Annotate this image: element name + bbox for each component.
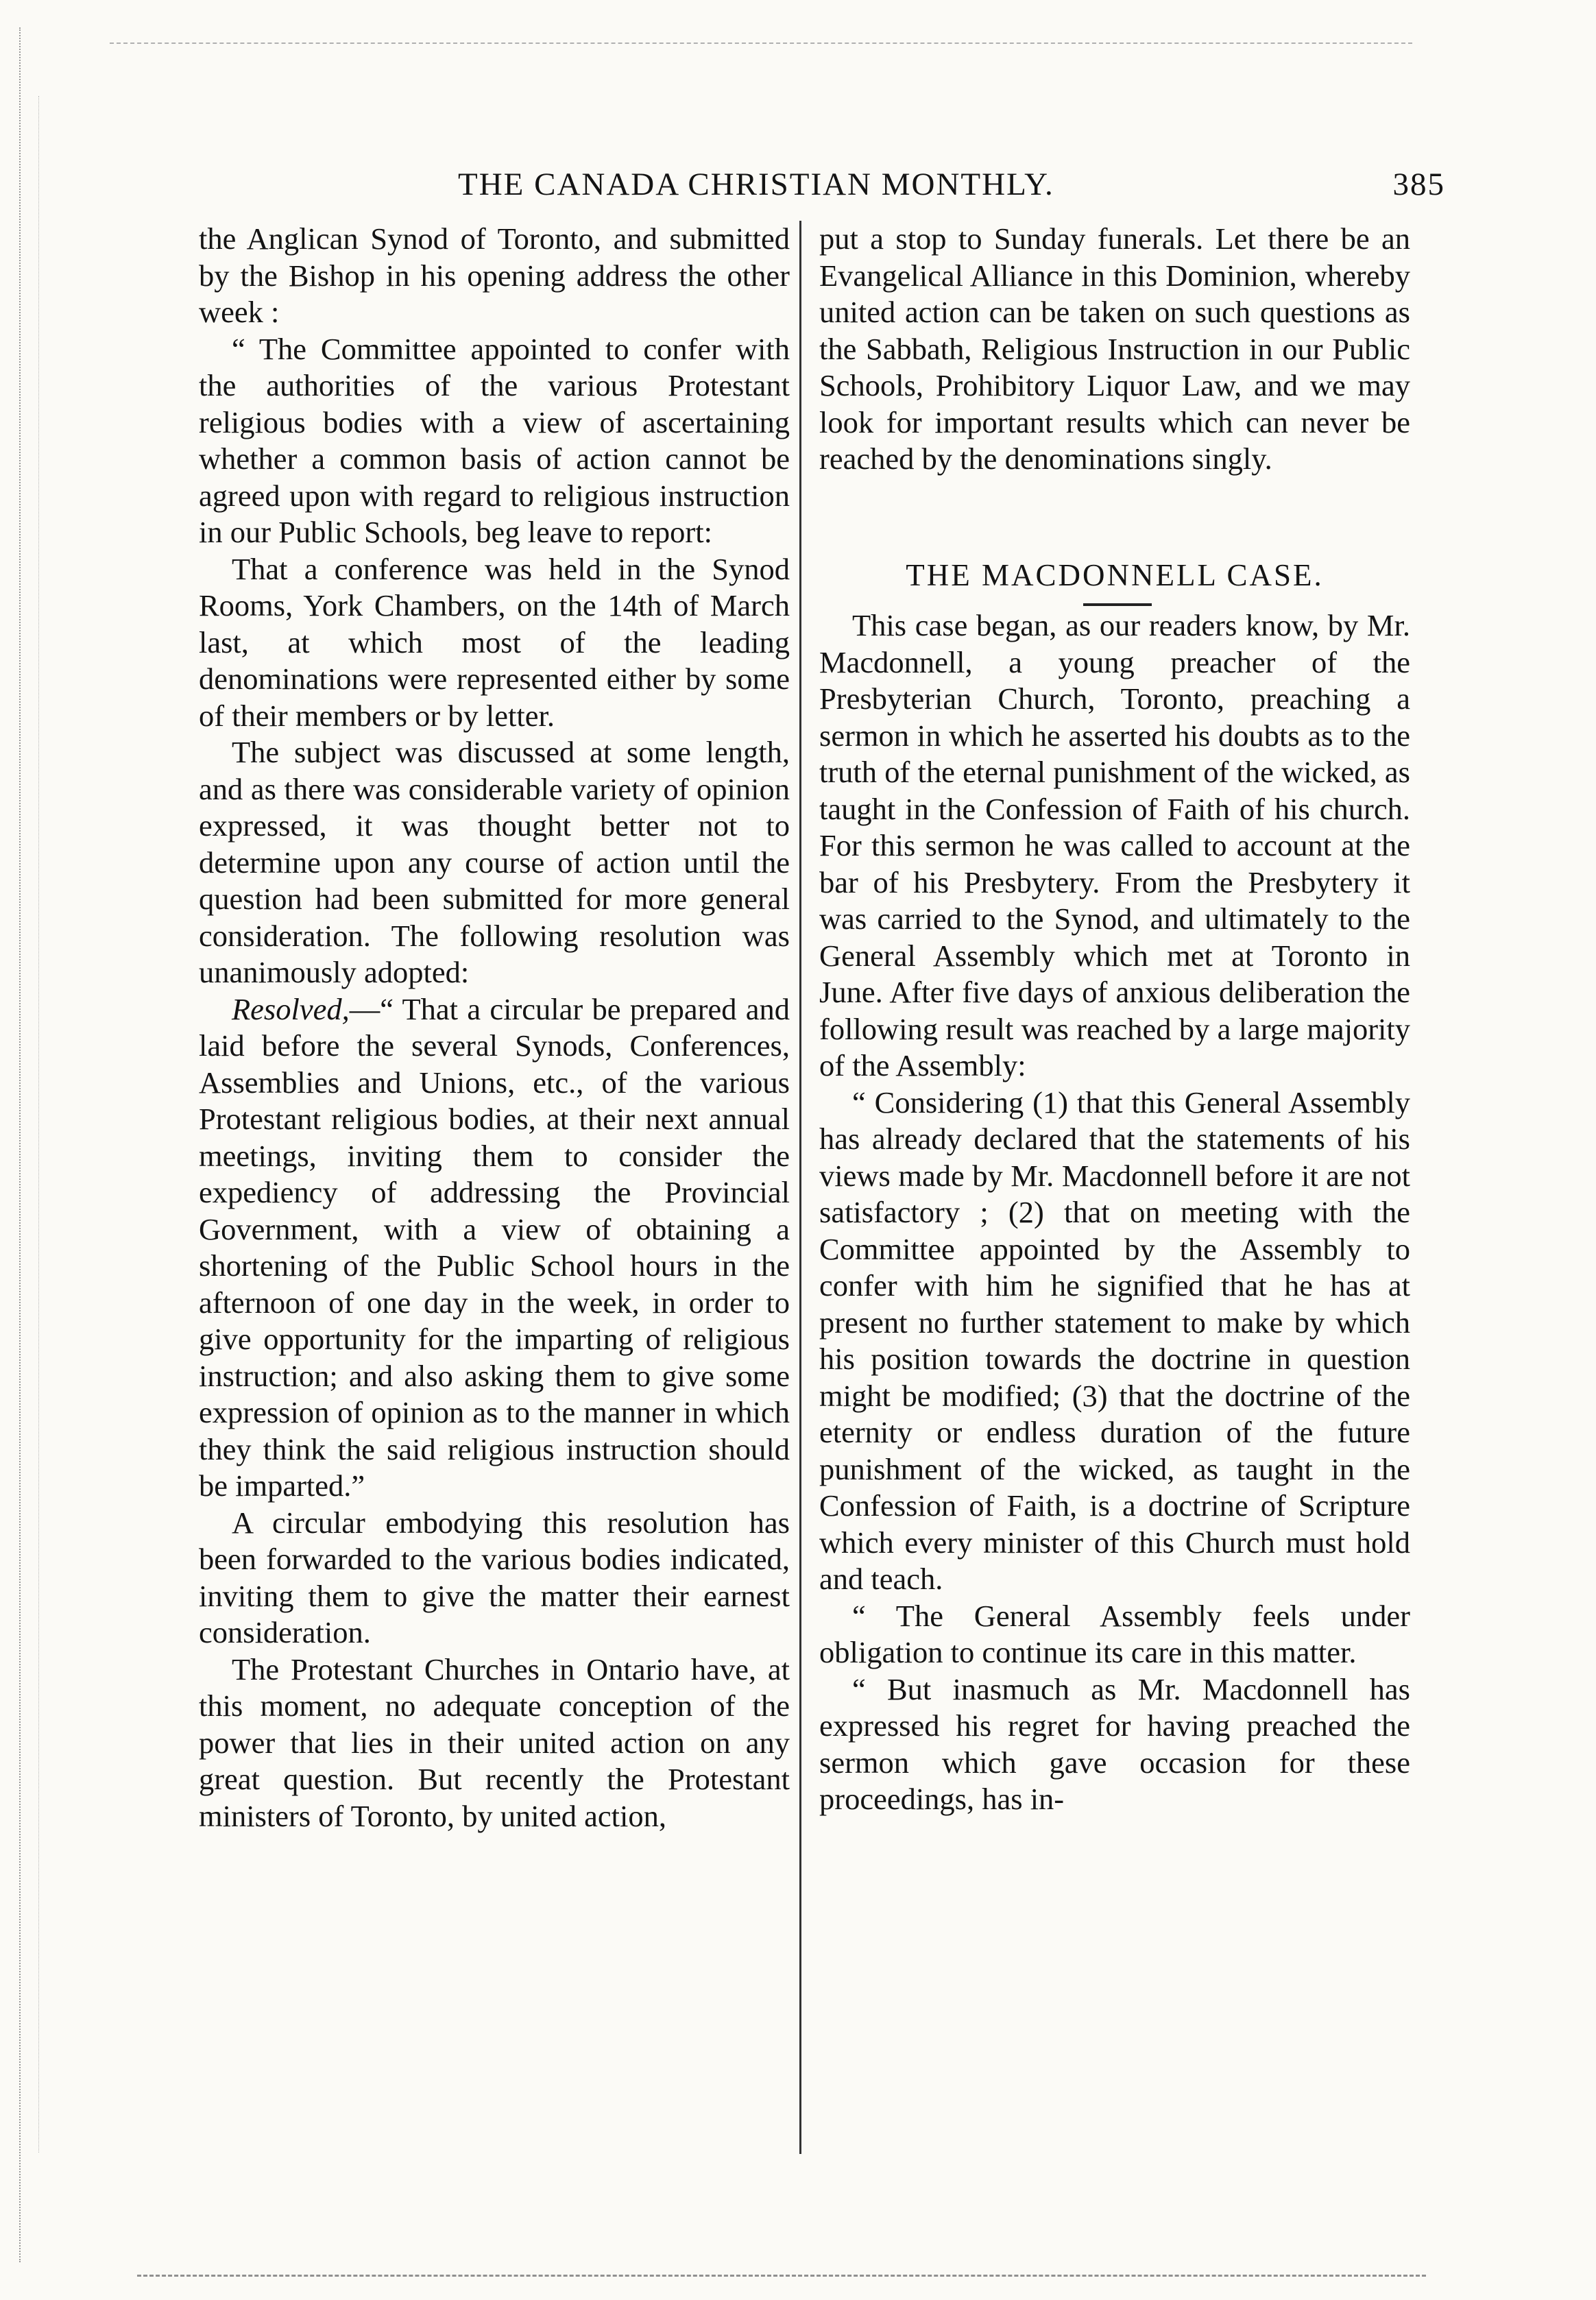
- paragraph: A circular embodying this resolution has been forwarded to the various bodies indicated, inviting them to give the matter their earnest consideration.: [199, 1505, 790, 1649]
- scan-artifact-top: [110, 43, 1412, 44]
- paragraph: The Protestant Churches in Ontario have, at this moment, no adequate conception of the power that lies in their united action on any great question. But recently the Protestant ministers of Toronto, by united action,: [199, 1651, 790, 1833]
- scan-artifact-left: [19, 27, 21, 2262]
- right-column: [819, 221, 1410, 1818]
- paragraph: This case began, as our readers know, by Mr. Macdonnell, a young preacher of the Presbyterian Church, Toronto, preaching a sermon in which he asserted his doubts as to the truth of the eternal punishment of the wicked, as taught in the Confession of Faith of his church. For this sermon he was called to account at the bar of his Presbytery. From the Presbytery it was carried to the Synod, and ultimately to the General Assembly which met at Toronto in June. After five days of anxious deliberation the following result was reached by a large majority of the Assembly:: [819, 608, 1410, 1082]
- column-divider: [799, 221, 801, 2154]
- paragraph: “ The General Assembly feels under obligation to continue its care in this matter.: [819, 1598, 1410, 1669]
- section-heading: THE MACDONNELL CASE.: [906, 557, 1324, 592]
- paragraph-resolution: [199, 991, 790, 1505]
- section-divider-rule: [1083, 603, 1152, 606]
- section-spacer: [819, 478, 1410, 557]
- page-number: 385: [1392, 167, 1445, 202]
- paragraph: The subject was discussed at some length, and as there was considerable variety of opinion expressed, it was thought better not to determine upon any course of action until the question had been submitted for more general consideration. The following resolution was unanimously adopted:: [199, 735, 790, 989]
- left-column: [199, 221, 790, 1835]
- paragraph: the Anglican Synod of Toronto, and submitted by the Bishop in his opening address the other week :: [199, 221, 790, 329]
- paragraph: put a stop to Sunday funerals. Let there be an Evangelical Alliance in this Dominion, whereby united action can be taken on such questions as the Sabbath, Religious Instruction in our Public Schools, Prohibitory Liquor Law, and we may look for important results which can never be reached by the denominations singly.: [819, 221, 1410, 476]
- resolved-label: Resolved,: [232, 991, 350, 1026]
- paragraph: That a conference was held in the Synod Rooms, York Chambers, on the 14th of March last, at which most of the leading denominations were represented either by some of their members or by letter.: [199, 551, 790, 733]
- scan-artifact-bottom: [137, 2275, 1426, 2277]
- running-title: THE CANADA CHRISTIAN MONTHLY.: [458, 167, 1054, 202]
- paragraph: “ But inasmuch as Mr. Macdonnell has expressed his regret for having preached the sermon which gave occasion for these proceedings, has in-: [819, 1671, 1410, 1816]
- running-head: [197, 166, 1445, 214]
- scan-artifact-left-inner: [38, 96, 39, 2153]
- paragraph: “ Considering (1) that this General Assembly has already declared that the statements of his views made by Mr. Macdonnell before it are not satisfactory ; (2) that on meeting with the Committee appointed by the Assembly to confer with him he signified that he has at present no further statement to make by which his position towards the doctrine in question might be modified; (3) that the doctrine of the eternity or endless duration of the future punishment of the wicked, as taught in the Confession of Faith, is a doctrine of Scripture which every minister of this Church must hold and teach.: [819, 1085, 1410, 1596]
- paragraph: “ The Committee appointed to confer with the authorities of the various Protestant religious bodies with a view of ascertaining whether a common basis of action cannot be agreed upon with regard to religious instruction in our Public Schools, beg leave to report:: [199, 331, 790, 549]
- resolution-text: —“ That a circular be prepared and laid before the several Synods, Conferences, Assemblies and Unions, etc., of the various Protestant religious bodies, at their next annual meetings, inviting them to consider the expediency of addressing the Provincial Government, with a view of obtaining a shortening of the Public School hours in the afternoon of one day in the week, in order to give opportunity for the imparting of religious instruction; and also asking them to give some expression of opinion as to the manner in which they think the said religious instruction should be imparted.”: [199, 991, 790, 1503]
